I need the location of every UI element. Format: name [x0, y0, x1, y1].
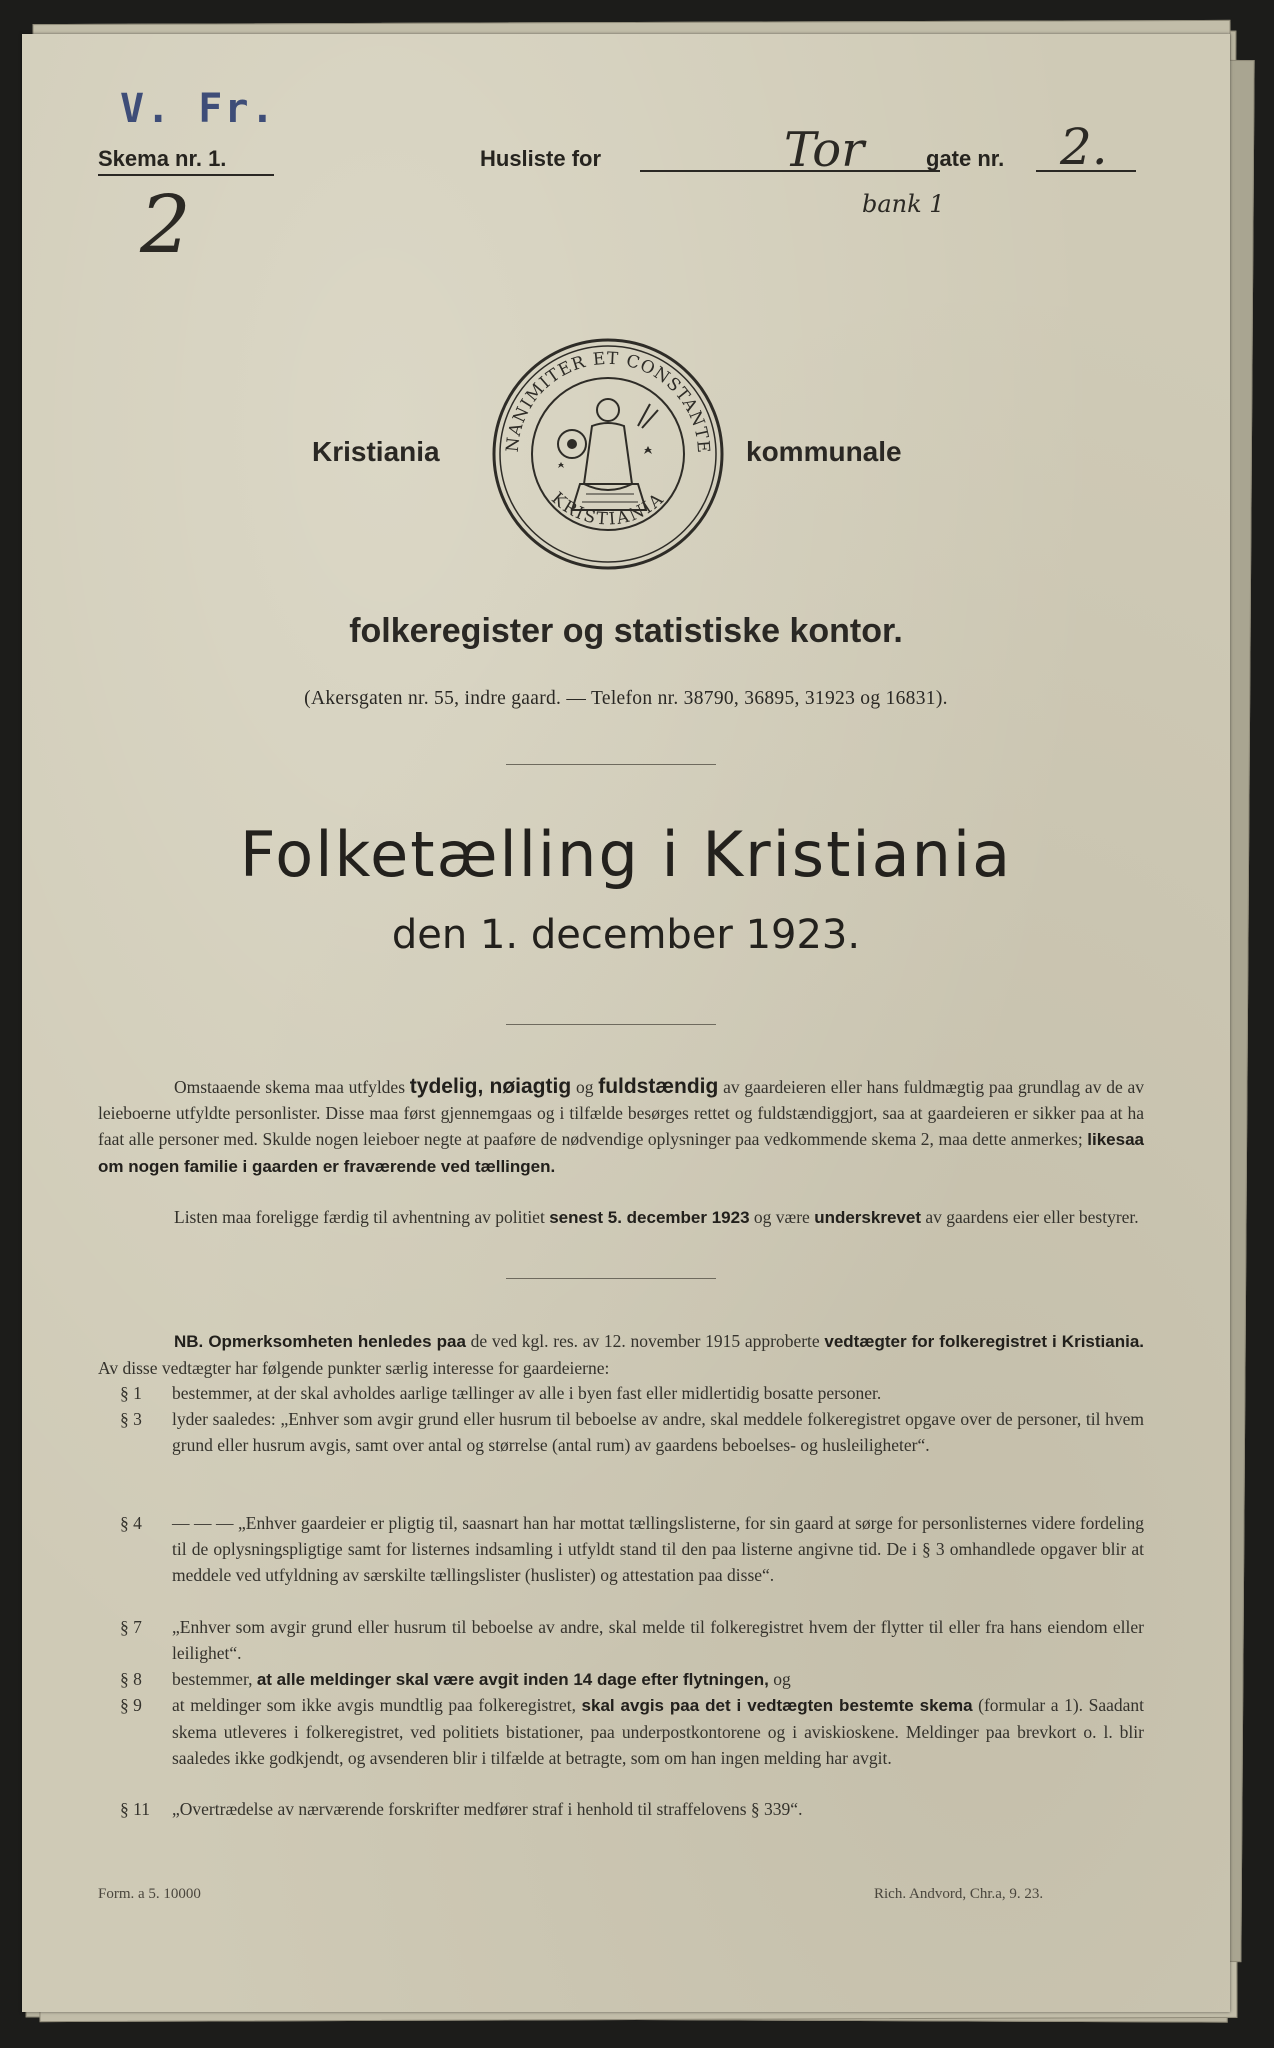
form-sheet	[22, 34, 1230, 2012]
section-text: bestemmer, at der skal avholdes aarlige tællinger av alle i byen fast eller midlertidig bosatte personer.	[172, 1383, 882, 1403]
seal-ring-bottom-text: KRISTIANIA	[547, 488, 669, 530]
section-text	[172, 1692, 1144, 1771]
note-handwritten: bank 1	[862, 190, 945, 218]
nb-text: de ved kgl. res. av 12. november 1915 approberte	[470, 1331, 820, 1351]
huslist-label: Husliste for	[480, 146, 602, 171]
seal-ring-top-text: NANIMITER ET CONSTANTE	[502, 348, 714, 455]
nb-text: Av disse vedtægter har følgende punkter særlig interesse for gaardeierne:	[98, 1358, 610, 1378]
intro-text: og være	[753, 1207, 810, 1227]
section-text-part: bestemmer,	[172, 1669, 253, 1689]
section-text-part: og	[773, 1669, 791, 1689]
section-number: § 1	[120, 1383, 142, 1403]
intro-text: Omstaaende skema maa utfyldes	[174, 1077, 406, 1097]
seal-right-word: kommunale	[746, 436, 902, 467]
gate-number-handwritten: 2.	[1060, 118, 1108, 176]
form-number: Form. a 5. 10000	[98, 1886, 201, 1902]
intro-paragraph	[98, 1074, 1144, 1180]
stamp-mark: V. Fr.	[120, 86, 277, 132]
section-text	[172, 1666, 1144, 1693]
nb-paragraph	[98, 1328, 1144, 1381]
svg-text:UNANIMITER ET CONSTANTER	[488, 334, 713, 455]
section-emphasis: skal avgis paa det i vedtægten bestemte skema	[581, 1696, 973, 1715]
intro-emphasis: tydelig, nøiagtig	[409, 1075, 572, 1098]
divider	[506, 1024, 716, 1025]
schema-label: Skema nr. 1.	[98, 146, 274, 176]
intro-text: av gaardeieren eller hans fuldmægtig paa grundlag av de av leieboerne utfyldte personlister. Disse maa først gjennemgaas og i tilfælde besørges rettet og fuldstændiggjort, saa at gaardeieren er sikker paa at ha faat alle personer med. Skulde nogen leieboer negte at paaføre de nødvendige oplysninger paa vedkommende skema 2, maa dette anmerkes;	[98, 1077, 1145, 1149]
census-title: Folketælling i Kristiania	[239, 818, 1013, 891]
margin-mark-handwritten: 2	[140, 178, 191, 271]
office-title: folkeregister og statistiske kontor.	[349, 612, 903, 650]
section-number: § 3	[120, 1409, 142, 1429]
section-number: § 4	[120, 1513, 142, 1533]
section-text-part: (formular a 1). Saadant skema utleveres i folkeregistret, ved politiets bistationer, paa underpostkontorene og i aviskioskene. Meldinger paa brevkort o. l. blir saaledes ikke godkjendt, og avsenderen blir i tilfælde at betragte, som om han ingen melding har avgit.	[172, 1695, 1145, 1768]
section-number: § 7	[120, 1617, 142, 1637]
nb-emphasis: NB. Opmerksomheten henledes paa	[174, 1332, 466, 1351]
office-address: (Akersgaten nr. 55, indre gaard. — Telefon nr. 38790, 36895, 31923 og 16831).	[304, 688, 948, 709]
divider	[506, 1278, 716, 1279]
gate-label: gate nr.	[926, 146, 1005, 171]
section-number: § 9	[120, 1695, 142, 1715]
intro-text: av gaardens eier eller bestyrer.	[925, 1207, 1139, 1227]
section-number: § 11	[120, 1799, 150, 1819]
section-text: „Overtrædelse av nærværende forskrifter medfører straf i henhold til straffelovens § 339“.	[172, 1799, 803, 1819]
section-text: lyder saaledes: „Enhver som avgir grund eller husrum til beboelse av andre, skal meddele folkeregistret opgave over de personer, til hvem grund eller husrum avgis, samt over antal og størrelse (antal rum) av gaardens beboelses- og husleiligheter“.	[172, 1409, 1144, 1455]
intro-emphasis: likesaa om nogen familie i gaarden er fraværende ved tællingen.	[98, 1130, 1145, 1176]
section-emphasis: at alle meldinger skal være avgit inden 14 dage efter flytningen,	[256, 1670, 769, 1689]
intro-emphasis: fuldstændig	[598, 1075, 719, 1098]
city-seal	[488, 334, 728, 574]
intro-emphasis: underskrevet	[814, 1208, 921, 1227]
city-seal-graphic	[488, 334, 728, 574]
section-text: — — — „Enhver gaardeier er pligtig til, saasnart han har mottat tællingslisterne, for sin gaard at sørge for personlisternes videre fordeling til de oplysningspligtige samt for listernes indsamling i utfyldt stand til den paa listerne angivne tid. De i § 3 omhandlede opgaver blir at meddele ved utfyldning av særskilte tællingslister (huslister) og attestation paa disse“.	[172, 1513, 1144, 1585]
seal-left-word: Kristiania	[312, 436, 440, 467]
section-number: § 8	[120, 1669, 142, 1689]
section-text: „Enhver som avgir grund eller husrum til beboelse av andre, skal melde til folkeregistret hvem der flytter til eller fra hans eiendom eller leilighet“.	[172, 1617, 1144, 1663]
intro-emphasis: senest 5. december 1923	[549, 1208, 750, 1227]
street-handwritten: Tor	[784, 122, 865, 178]
census-date: den 1. december 1923.	[391, 912, 861, 958]
intro-text: Listen maa foreligge færdig til avhentning av politiet	[174, 1207, 545, 1227]
intro-paragraph-2	[98, 1204, 1144, 1231]
section-text-part: at meldinger som ikke avgis mundtlig paa folkeregistret,	[172, 1695, 576, 1715]
intro-text: og	[575, 1077, 594, 1097]
printer-credit: Rich. Andvord, Chr.a, 9. 23.	[874, 1886, 1044, 1902]
nb-emphasis: vedtægter for folkeregistret i Kristiania.	[824, 1332, 1145, 1351]
divider	[506, 764, 716, 765]
